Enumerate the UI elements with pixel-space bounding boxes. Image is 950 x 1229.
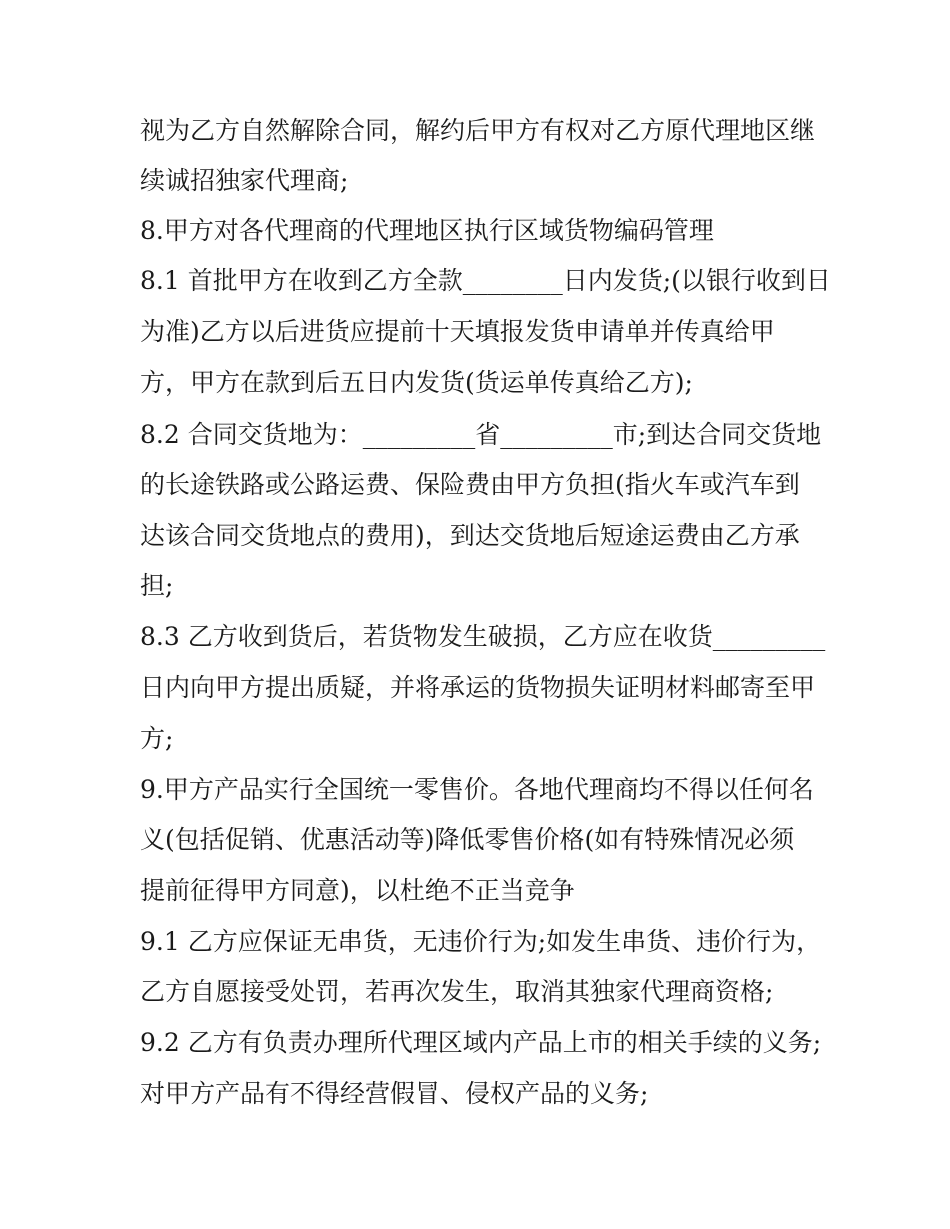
text-line-12: 日内向甲方提出质疑，并将承运的货物损失证明材料邮寄至甲 — [140, 673, 816, 702]
text-line-2: 续诚招独家代理商; — [140, 166, 349, 195]
text-line-19: 9.2 乙方有负责办理所代理区域内产品上市的相关手续的义务; — [140, 1028, 822, 1057]
text-line-3: 8.甲方对各代理商的代理地区执行区域货物编码管理 — [140, 216, 714, 245]
text-line-8: 的长途铁路或公路运费、保险费由甲方负担(指火车或汽车到 — [140, 470, 800, 499]
text-line-20: 对甲方产品有不得经营假冒、侵权产品的义务; — [140, 1079, 649, 1108]
text-line-4: 8.1 首批甲方在收到乙方全款________日内发货;(以银行收到日 — [140, 266, 831, 295]
text-line-13: 方; — [140, 724, 174, 753]
text-line-17: 9.1 乙方应保证无串货，无违价行为;如发生串货、违价行为， — [140, 927, 822, 956]
text-line-5: 为准)乙方以后进货应提前十天填报发货申请单并传真给甲 — [140, 317, 775, 346]
text-line-14: 9.甲方产品实行全国统一零售价。各地代理商均不得以任何名 — [140, 775, 814, 804]
text-line-6: 方，甲方在款到后五日内发货(货运单传真给乙方); — [140, 368, 693, 397]
text-line-16: 提前征得甲方同意)，以杜绝不正当竞争 — [140, 876, 575, 905]
text-line-10: 担; — [140, 571, 174, 600]
text-line-7: 8.2 合同交货地为：_________省_________市;到达合同交货地 — [140, 420, 822, 449]
text-line-15: 义(包括促销、优惠活动等)降低零售价格(如有特殊情况必须 — [140, 825, 795, 854]
text-line-1: 视为乙方自然解除合同，解约后甲方有权对乙方原代理地区继 — [140, 116, 816, 145]
text-line-9: 达该合同交货地点的费用)，到达交货地后短途运费由乙方承 — [140, 521, 800, 550]
text-line-18: 乙方自愿接受处罚，若再次发生，取消其独家代理商资格; — [140, 977, 774, 1006]
text-line-11: 8.3 乙方收到货后，若货物发生破损，乙方应在收货_________ — [140, 622, 826, 651]
